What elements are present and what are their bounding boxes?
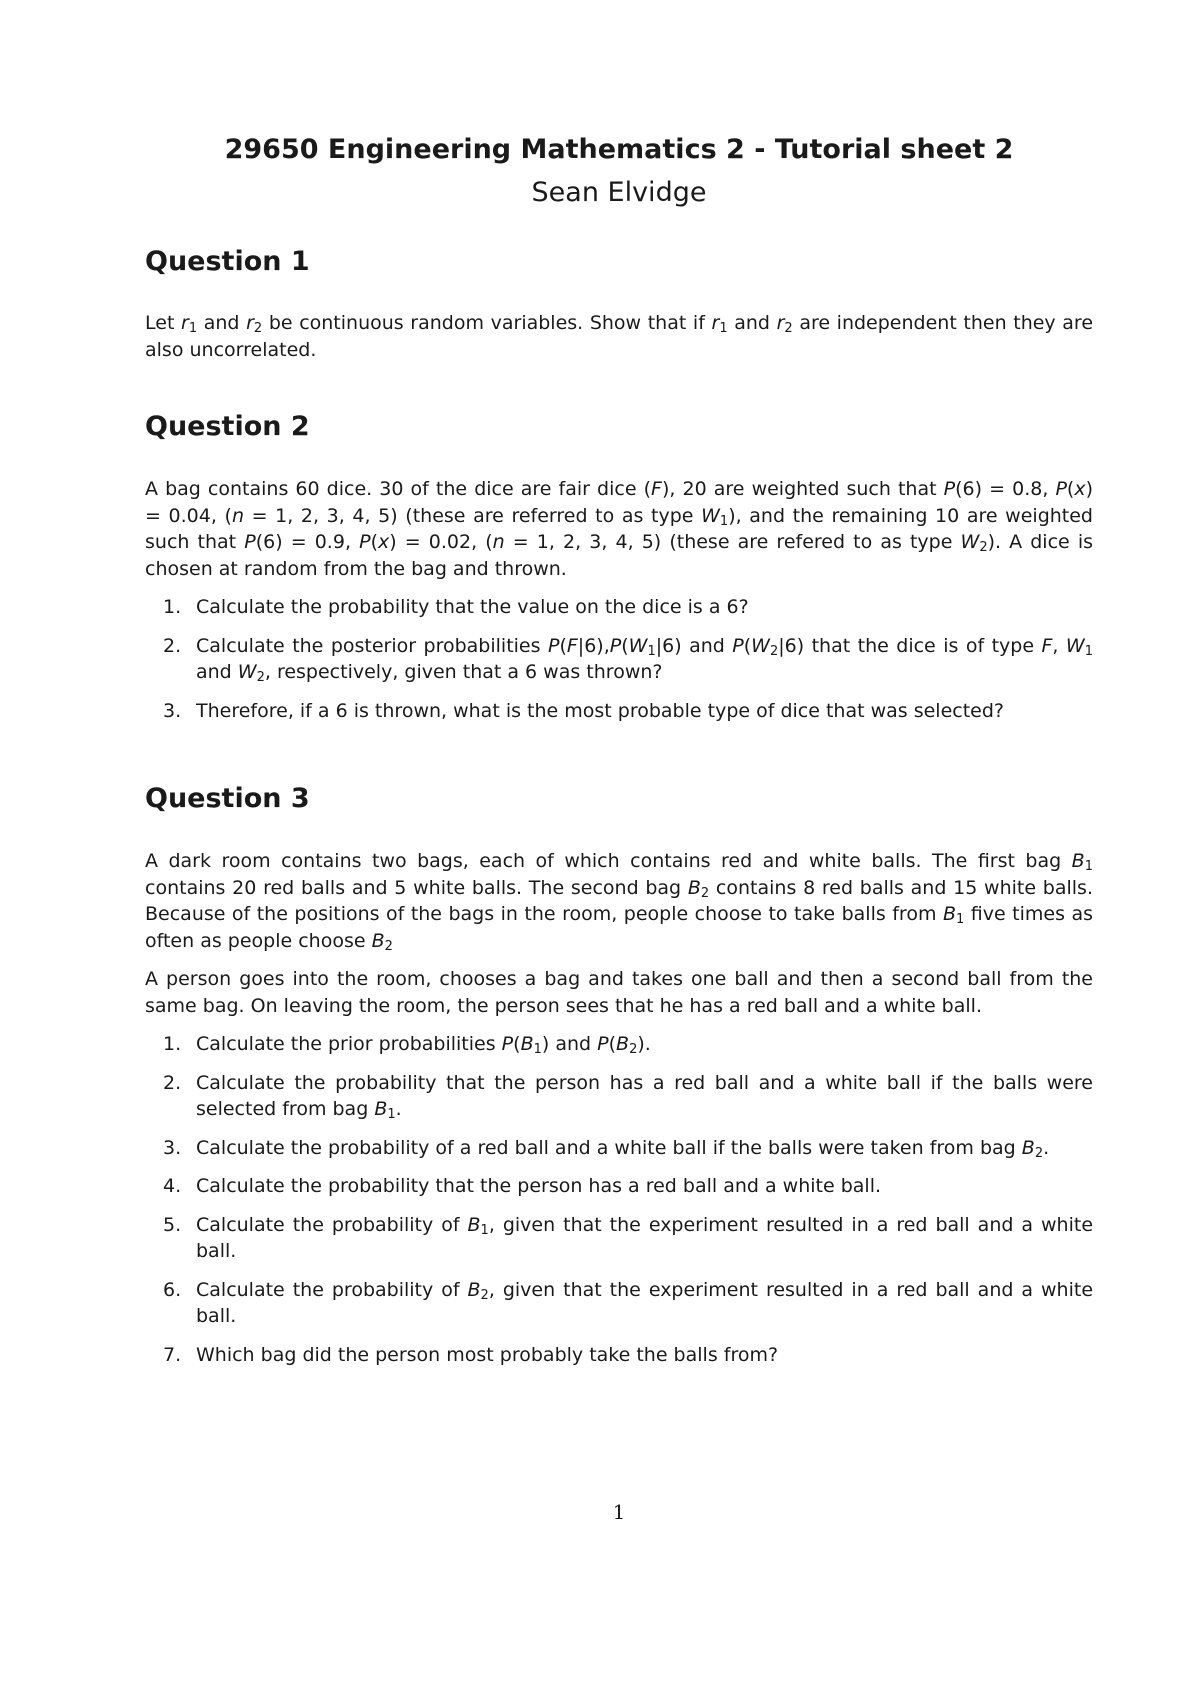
document-author: Sean Elvidge <box>531 177 707 208</box>
question-1-body <box>145 310 1093 363</box>
question-3-text: A dark room contains two bags, each of which contains red and white balls. The first bag $B_1$ contains 20 red balls and 5 white balls. The second bag $B_2$ contains 8 red balls and 15 white balls. Because of the positions of the bags in the room, people choose to take balls from $B_1$ five times as often as people choose $B_2$ <box>145 850 1093 954</box>
question-3-list <box>145 1031 1093 1368</box>
question-3-scenario: A person goes into the room, chooses a bag and takes one ball and then a second ball from the same bag. On leaving the room, the person sees that he has a red ball and a white ball. <box>145 968 1093 1017</box>
list-item: 7. Which bag did the person most probably take the balls from? <box>163 1343 779 1366</box>
question-2-list <box>145 594 1093 724</box>
question-1-heading: Question 1 <box>145 246 310 277</box>
list-item: 6. Calculate the probability of $B_2$, given that the experiment resulted in a red ball and a white ball. <box>163 1278 1094 1327</box>
list-item: 2. Calculate the probability that the person has a red ball and a white ball if the balls were selected from bag $B_1$. <box>163 1071 1093 1122</box>
document-title: 29650 Engineering Mathematics 2 - Tutorial sheet 2 <box>224 134 1014 165</box>
question-3-heading: Question 3 <box>145 783 310 814</box>
question-2-body <box>145 476 1093 736</box>
list-item: 2. Calculate the posterior probabilities $P(F|6),P(W_1|6)$ and $P(W_2|6)$ that the dice is of type F, $W_1$ and $W_2$, respectively, given that a 6 was thrown? <box>163 634 1093 685</box>
question-3-body <box>145 848 1093 1380</box>
list-item: 4. Calculate the probability that the person has a red ball and a white ball. <box>163 1175 882 1197</box>
question-2-text: A bag contains 60 dice. 30 of the dice are fair dice (F), 20 are weighted such that P(6) = 0.8, P(x) = 0.04, (n = 1, 2, 3, 4, 5) (these are referred to as type $W_1$), and the remaining 10 are weighted such that P(6) = 0.9, P(x) = 0.02, (n = 1, 2, 3, 4, 5) (these are refered to as type $W_2$). A dice is chosen at random from the bag and thrown. <box>145 478 1094 580</box>
list-item: 3. Therefore, if a 6 is thrown, what is the most probable type of dice that was selected? <box>163 699 1005 722</box>
page-number: 1 <box>612 1500 626 1524</box>
list-item: 1. Calculate the probability that the value on the dice is a 6? <box>163 596 749 618</box>
question-1-text: Let $r_1$ and $r_2$ be continuous random variables. Show that if $r_1$ and $r_2$ are independent then they are also uncorrelated. <box>145 312 1094 361</box>
list-item: 5. Calculate the probability of $B_1$, given that the experiment resulted in a red ball and a white ball. <box>163 1213 1094 1262</box>
question-2-heading: Question 2 <box>145 411 310 442</box>
list-item: 1. Calculate the prior probabilities $P(B_1)$ and $P(B_2)$. <box>163 1033 651 1057</box>
list-item: 3. Calculate the probability of a red ball and a white ball if the balls were taken from bag $B_2$. <box>163 1136 1050 1161</box>
